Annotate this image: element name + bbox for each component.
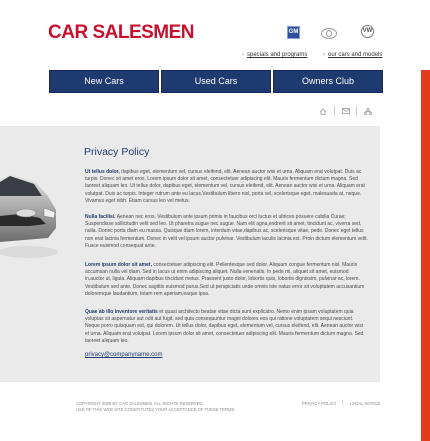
divider bbox=[356, 106, 357, 116]
car-image bbox=[0, 170, 60, 265]
paragraph-text: et quasi architecto beatae vitae dicta sunt explicabo. Nemo enim ipsam voluptatem quia voluptas sit aspernatur aut odit aut fugit, sed quia consequuntur magni dolores eos qui ratione voluptatem sequi nesciunt. Neque porro quisquam est, qui dolorem. Ut tellus dolor, dapibus eget, elementum vel, cursus eleifend, elit. Aenean auctor wisi et urna. Aliquam erat volutpat. Lorem ipsum dolor sit amet, consectetuer adipiscing elit. Mauris fermentum dictum magna. Sed laoreet aliquam leo. bbox=[85, 309, 364, 344]
home-icon[interactable] bbox=[319, 108, 327, 117]
paragraph bbox=[85, 262, 368, 298]
specials-link[interactable]: › specials and programs bbox=[242, 52, 308, 58]
divider bbox=[334, 106, 335, 116]
paragraph-text: consectetuer adipiscing elit. Pellentesque sed dolor. Aliquam congue fermentum nisl. Mauris accumsan nulla vel diam. Sed in lacus ut enim adipiscing aliquet. Nulla venenatis. In pede mi, aliquet sit amet, euismod in,auctor ut, ligula. Aliquam dapibus tincidunt metus. Praesent justo dolor, lobortis quis, lobortis dignissim, pulvinar ac, lorem. Vestibulum sed ante. Donec sagittis euismod purus.Sed ut perspiciatis unde omnis iste natus error sit voluptatem accusantium doloremque laudantium, totam rem aperiam,eaque ipsa. bbox=[85, 262, 365, 297]
paragraph bbox=[85, 214, 368, 250]
page-title: Privacy Policy bbox=[84, 146, 150, 158]
nav-new-cars[interactable]: New Cars bbox=[49, 70, 159, 93]
copyright-line: USE OF THIS WEB SITE CONSTITUTES YOUR ACCEPTANCE OF THESE TERMS. bbox=[76, 407, 236, 412]
gm-brand-icon[interactable]: GM bbox=[287, 26, 300, 39]
arrow-icon: › bbox=[242, 52, 244, 58]
paragraph-lead: Lorem ipsum dolor sit amet, bbox=[85, 262, 152, 268]
our-cars-link[interactable]: › our cars and models bbox=[323, 52, 383, 58]
vw-brand-icon[interactable]: VW bbox=[361, 25, 374, 38]
footer-legal-link[interactable]: LEGAL NOTICE bbox=[350, 401, 381, 406]
paragraph-lead: Nulla facilisi. bbox=[85, 214, 116, 220]
footer-separator: | bbox=[342, 400, 344, 406]
site-logo[interactable]: CAR SALESMEN bbox=[48, 22, 195, 43]
paragraph bbox=[85, 169, 368, 205]
paragraph-text: Aenean nec eros. Vestibulum ante ipsum primis in faucibus orci luctus et ultrices posuere cubilia Curae; Suspendisse sollicitudin velit sed leo. Ut pharetra augue nec augue. Nam elit agna,endrerit sit amet, tincidunt ac, viverra sed, nulla. Donec porta diam eu massa. Quisque diam lorem, interdum vitae,dapibus ac, scelerisque vitae, pede. Donec eget tellus non erat lacinia fermentum. Donec in velit vel ipsum auctor pulvinar. Vestibulum iaculis lacinia est. Proin dictum elementum velit. Fusce euismod consequat ante. bbox=[85, 214, 368, 249]
arrow-icon: › bbox=[323, 52, 325, 58]
copyright bbox=[76, 401, 235, 413]
paragraph-lead: Quae ab illo inventore veritatis bbox=[85, 309, 158, 315]
paragraph bbox=[85, 309, 368, 345]
mail-icon[interactable] bbox=[342, 108, 350, 116]
email-link[interactable]: privacy@companyname.com bbox=[85, 352, 163, 358]
sitemap-icon[interactable] bbox=[364, 108, 372, 117]
toyota-brand-icon[interactable] bbox=[321, 28, 337, 39]
paragraph-lead: Ut tellus dolor, bbox=[85, 169, 120, 175]
footer-privacy-link[interactable]: PRIVACY POLICY bbox=[302, 401, 337, 406]
main-nav bbox=[49, 70, 383, 93]
nav-owners-club[interactable]: Owners Club bbox=[273, 70, 383, 93]
nav-used-cars[interactable]: Used Cars bbox=[161, 70, 271, 93]
paragraph-text: dapibus eget, elementum vel, cursus eleifend, elit. Aenean auctor wisi et urna. Aliquam erat volutpat. Duis ac turpis. Donec sit amet eros. Lorem ipsum dolor sit amet, consectetuer adipiscing elit. Mauris fermentum dictum magna. Sed laoreet aliquam leo. Ut tellus dolor, dapibus eget, elementum vel, cursus eleifend, elit. Aenean auctor wisi et urna. Aliquam erat volutpat. Duis ac turpis. Integer rutrum ante eu lacus.Vestibulum libero nisl, porta vel, scelerisque eget, malesuada at, neque. Vivamus eget nibh. Etiam cursus leo vel metus. bbox=[85, 169, 365, 204]
copyright-line: COPYRIGHT 2008 BY CAR SALESMEN. ALL RIGHTS RESERVED. bbox=[76, 401, 204, 406]
accent-bar bbox=[421, 70, 430, 441]
